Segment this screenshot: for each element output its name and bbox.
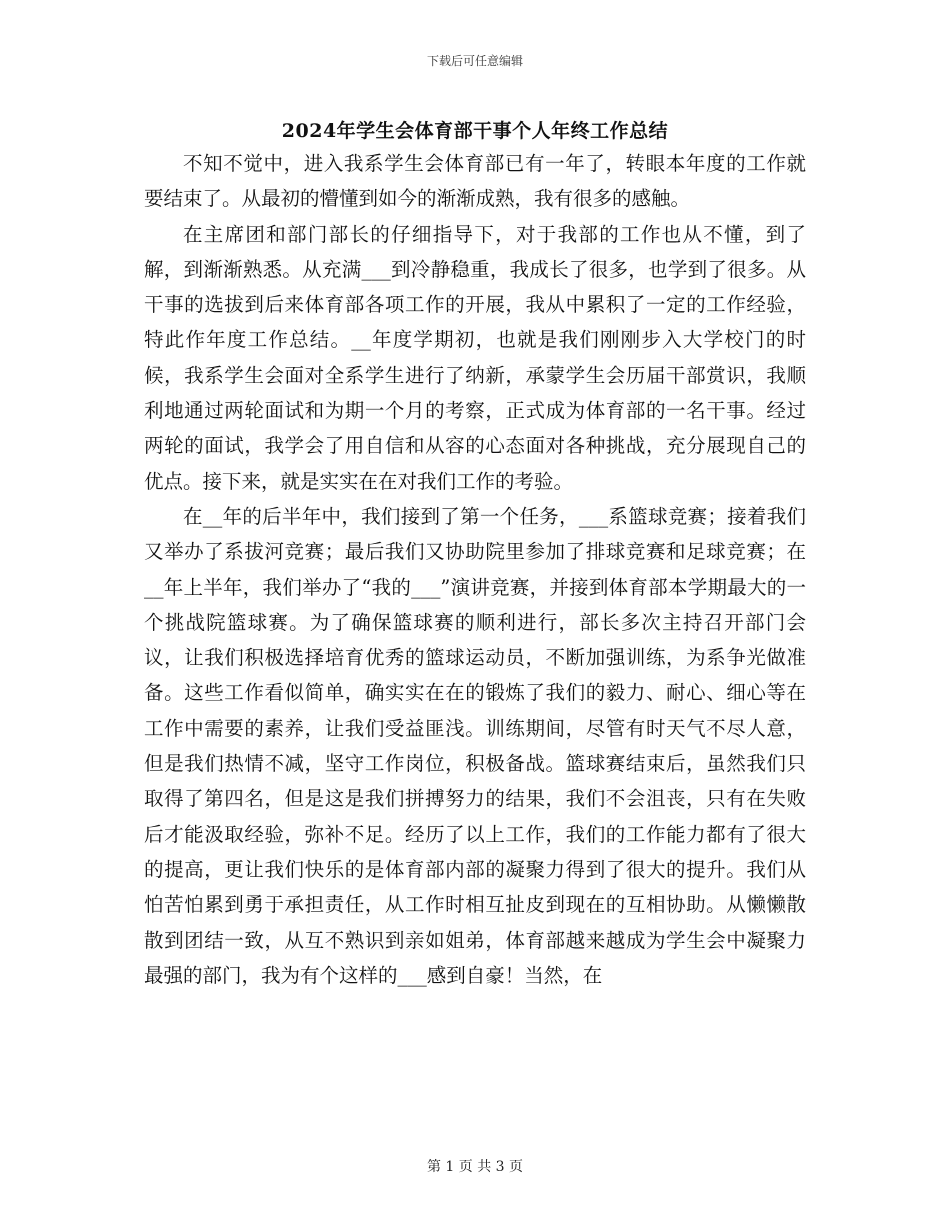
paragraph-2: 在主席团和部门部长的仔细指导下，对于我部的工作也从不懂，到了解，到渐渐熟悉。从充满___到冷静稳重，我成长了很多，也学到了很多。从干事的选拔到后来体育部各项工作的开展，我从中累积了一定的工作经验，特此作年度工作总结。__年度学期初，也就是我们刚刚步入大学校门的时候，我系学生会面对全系学生进行了纳新，承蒙学生会历届干部赏识，我顺利地通过两轮面试和为期一个月的考察，正式成为体育部的一名干事。经过两轮的面试，我学会了用自信和从容的心态面对各种挑战，充分展现自己的优点。接下来，就是实实在在对我们工作的考验。 — [144, 222, 806, 493]
page-number: 第 1 页 共 3 页 — [426, 1159, 524, 1175]
paragraph-3: 在__年的后半年中，我们接到了第一个任务，___系篮球竞赛；接着我们又举办了系拔河竞赛；最后我们又协助院里参加了排球竞赛和足球竞赛；在__年上半年，我们举办了“我的___”演讲竞赛，并接到体育部本学期最大的一个挑战院篮球赛。为了确保篮球赛的顺利进行，部长多次主持召开部门会议，让我们积极选择培育优秀的篮球运动员，不断加强训练，为系争光做准备。这些工作看似简单，确实实在在的锻炼了我们的毅力、耐心、细心等在工作中需要的素养，让我们受益匪浅。训练期间，尽管有时天气不尽人意，但是我们热情不减，坚守工作岗位，积极备战。篮球赛结束后，虽然我们只取得了第四名，但是这是我们拼搏努力的结果，我们不会沮丧，只有在失败后才能汲取经验，弥补不足。经历了以上工作，我们的工作能力都有了很大的提高，更让我们快乐的是体育部内部的凝聚力得到了很大的提升。我们从怕苦怕累到勇于承担责任，从工作时相互扯皮到现在的互相协助。从懒懒散散到团结一致，从互不熟识到亲如姐弟，体育部越来越成为学生会中凝聚力最强的部门，我为有个这样的___感到自豪！当然，在 — [144, 504, 806, 987]
document-title: 2024年学生会体育部干事个人年终工作总结 — [281, 120, 669, 142]
paragraph-1: 不知不觉中，进入我系学生会体育部已有一年了，转眼本年度的工作就要结束了。从最初的懵懂到如今的渐渐成熟，我有很多的感触。 — [144, 152, 806, 211]
download-edit-note: 下载后可任意编辑 — [426, 54, 523, 68]
document-body — [144, 146, 806, 993]
